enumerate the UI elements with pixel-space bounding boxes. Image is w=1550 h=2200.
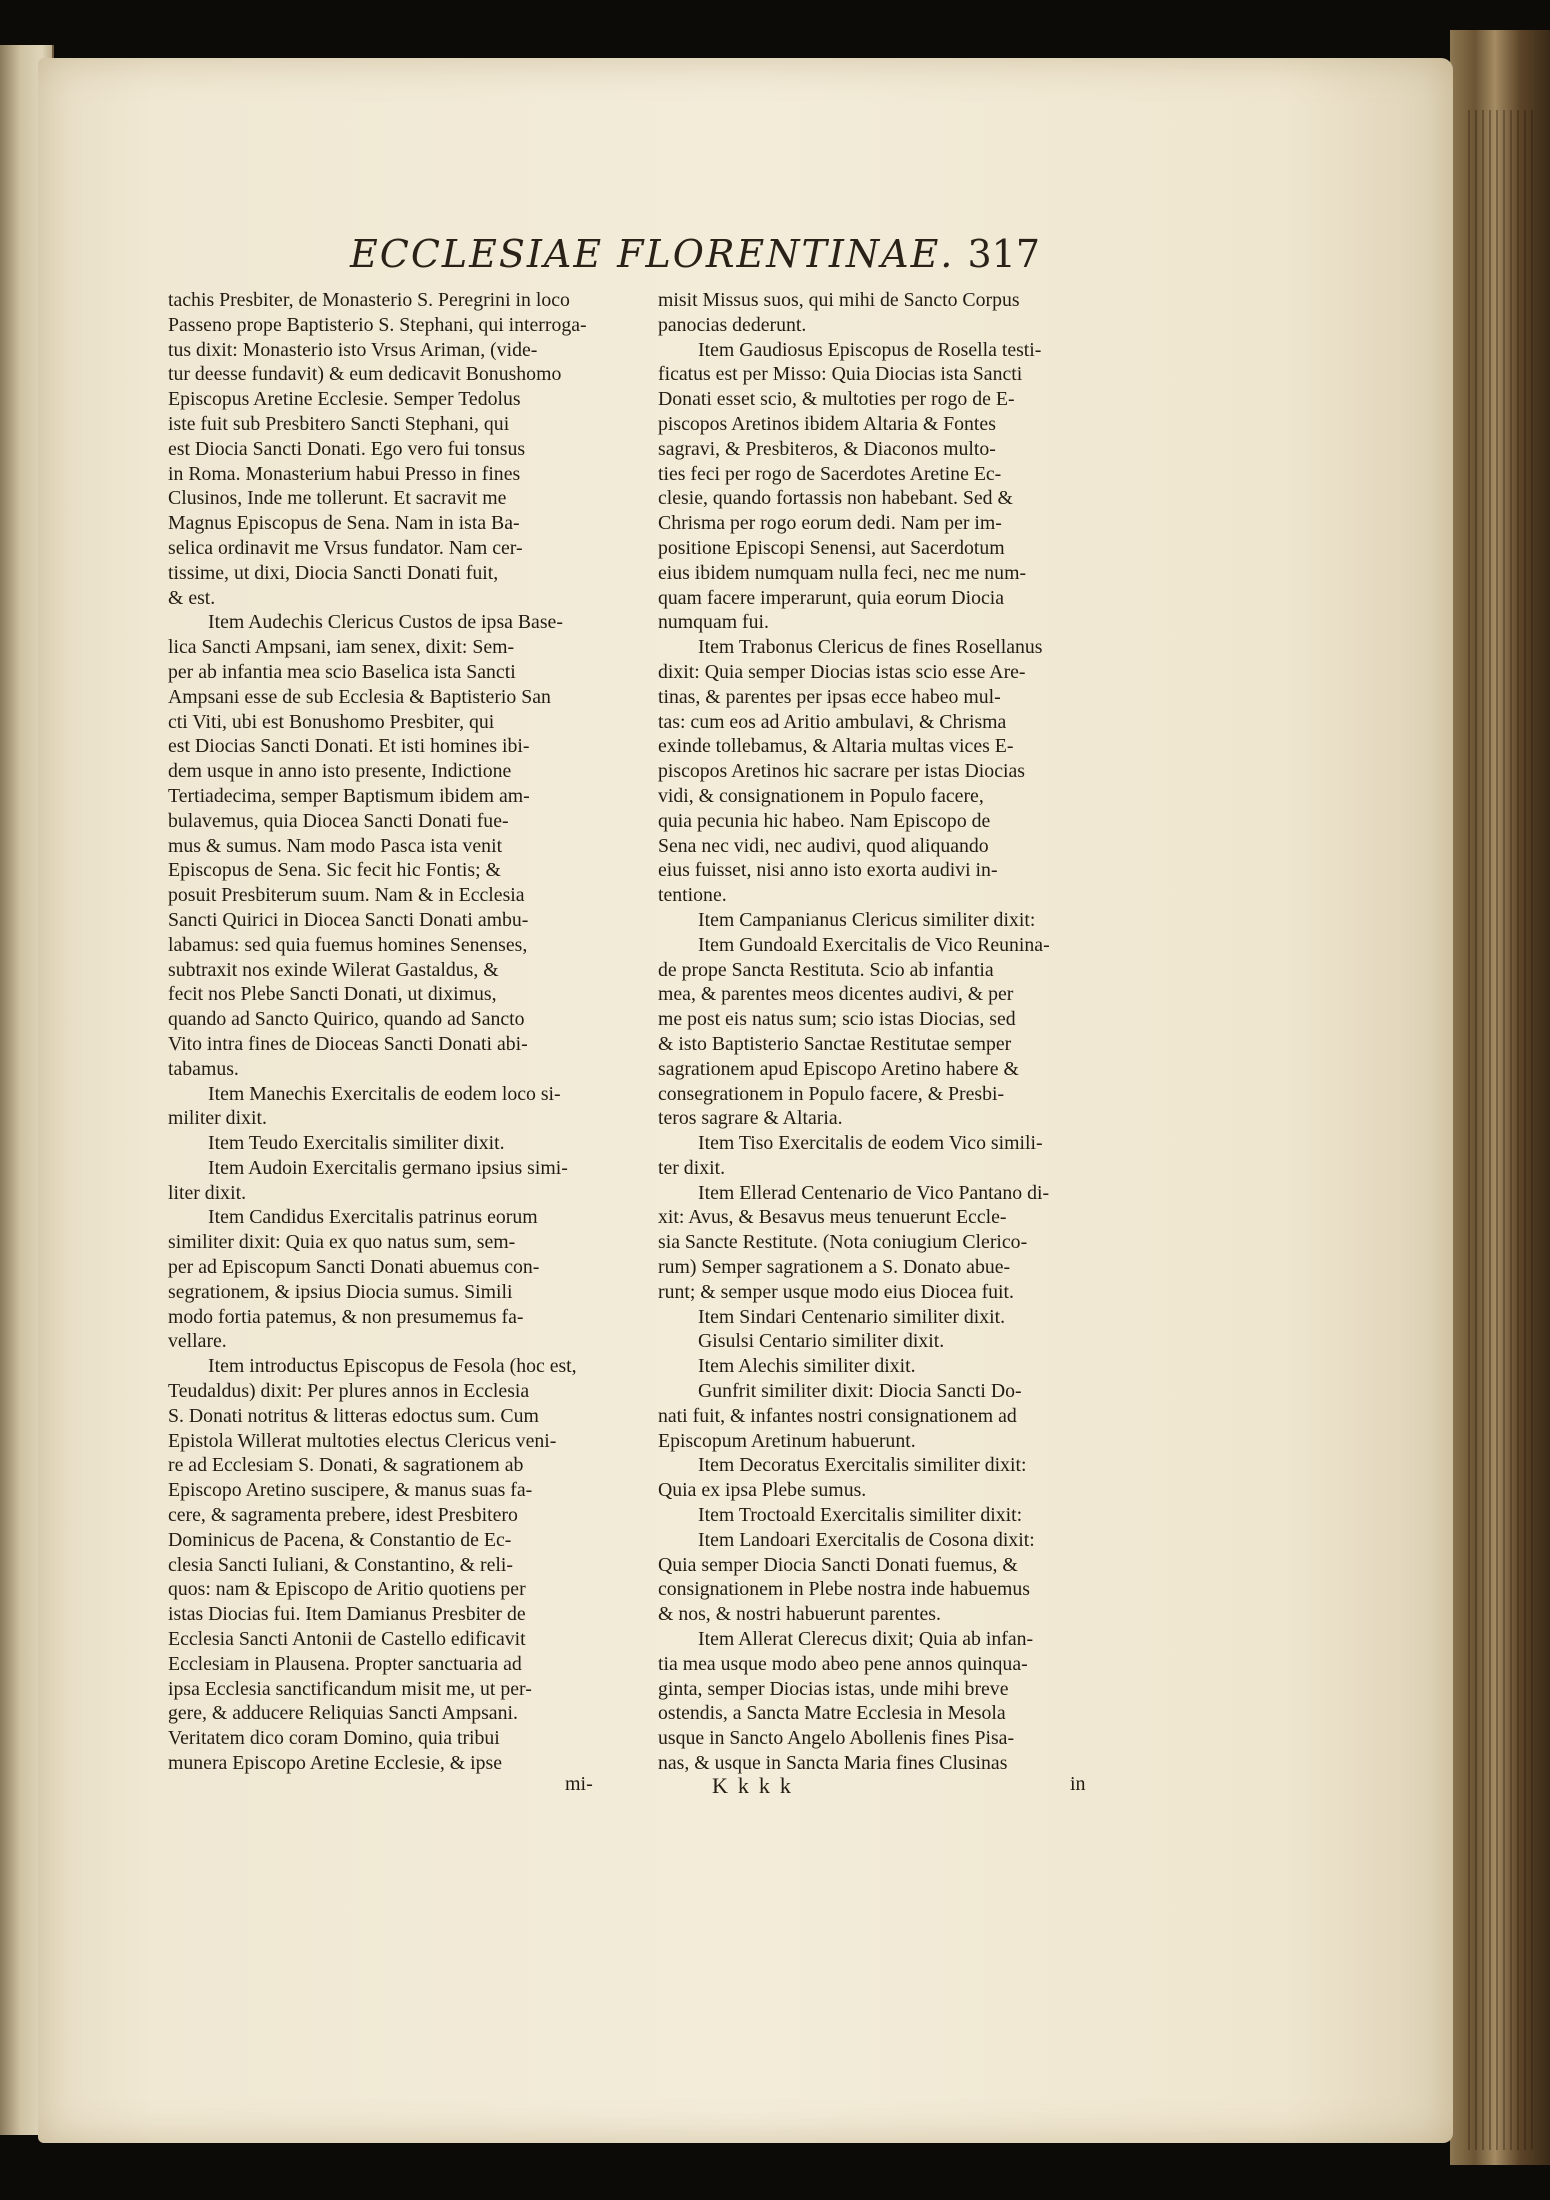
page-number: 317 (967, 232, 1040, 276)
text-line: S. Donati notritus & litteras edoctus sum. Cum (168, 1404, 539, 1427)
text-line: ostendis, a Sancta Matre Ecclesia in Mesola (658, 1702, 1006, 1725)
text-line: Epistola Willerat multoties electus Clericus veni- (168, 1429, 557, 1452)
text-line: Item Audechis Clericus Custos de ipsa Base- (208, 611, 563, 634)
text-line: Sancti Quirici in Diocea Sancti Donati ambu- (168, 908, 529, 931)
text-line: tachis Presbiter, de Monasterio S. Peregrini in loco (168, 289, 570, 311)
text-line: labamus: sed quia fuemus homines Senenses, (168, 933, 528, 956)
text-line: Item Allerat Clerecus dixit; Quia ab infan- (698, 1628, 1034, 1651)
text-line: lica Sancti Ampsani, iam senex, dixit: Sem- (168, 636, 515, 659)
text-line: Item Ellerad Centenario de Vico Pantano di- (698, 1181, 1050, 1204)
text-line: militer dixit. (168, 1107, 267, 1130)
text-line: tissime, ut dixi, Diocia Sancti Donati fuit, (168, 561, 499, 584)
text-line: Episcopus Aretine Ecclesie. Semper Tedolus (168, 388, 521, 411)
text-line: gere, & adducere Reliquias Sancti Ampsani. (168, 1702, 518, 1725)
text-line: & isto Baptisterio Sanctae Restitutae semper (658, 1032, 1012, 1055)
text-line: ficatus est per Misso: Quia Diocias ista Sancti (658, 363, 1023, 386)
text-line: sagrationem apud Episcopo Aretino habere & (658, 1057, 1019, 1080)
text-line: sia Sancte Restitute. (Nota coniugium Clerico- (658, 1231, 1028, 1254)
text-line: mea, & parentes meos dicentes audivi, & per (658, 983, 1014, 1006)
text-line: Ecclesia Sancti Antonii de Castello edificavit (168, 1628, 526, 1651)
text-line: Ecclesiam in Plausena. Propter sanctuaria ad (168, 1652, 522, 1675)
text-line: tentione. (658, 884, 727, 907)
text-line: Item Manechis Exercitalis de eodem loco si- (208, 1082, 561, 1105)
text-line: xit: Avus, & Besavus meus tenuerunt Eccle- (658, 1206, 1007, 1229)
text-line: Item Tiso Exercitalis de eodem Vico simili- (698, 1132, 1043, 1155)
text-line: tinas, & parentes per ipsas ecce habeo mul- (658, 685, 1001, 708)
text-line: Sena nec vidi, nec audivi, quod aliquando (658, 834, 989, 857)
text-line: Item Candidus Exercitalis patrinus eorum (208, 1206, 538, 1229)
text-line: Passeno prope Baptisterio S. Stephani, qui interroga- (168, 313, 587, 336)
text-line: Item Troctoald Exercitalis similiter dixit: (698, 1504, 1023, 1527)
text-line: Episcopo Aretino suscipere, & manus suas fa- (168, 1479, 533, 1502)
text-line: Item Campanianus Clericus similiter dixit: (698, 908, 1036, 931)
text-line: tur deesse fundavit) & eum dedicavit Bonushomo (168, 363, 562, 386)
text-line: liter dixit. (168, 1181, 247, 1204)
text-line: Gisulsi Centario similiter dixit. (698, 1330, 945, 1353)
header-title: ECCLESIAE FLORENTINAE. (350, 232, 955, 276)
running-header (350, 232, 1040, 282)
text-line: istas Diocias fui. Item Damianus Presbiter de (168, 1603, 526, 1626)
text-line: cti Viti, ubi est Bonushomo Presbiter, qui (168, 710, 495, 733)
text-line: runt; & semper usque modo eius Diocea fuit. (658, 1280, 1014, 1303)
text-line: Item Teudo Exercitalis similiter dixit. (208, 1132, 505, 1155)
text-line: Item Audoin Exercitalis germano ipsius simi- (208, 1156, 568, 1179)
text-line: tia mea usque modo abeo pene annos quinqua- (658, 1652, 1028, 1675)
text-line: quia pecunia hic habeo. Nam Episcopo de (658, 809, 991, 832)
text-line: selica ordinavit me Vrsus fundator. Nam cer- (168, 536, 523, 559)
text-line: me post eis natus sum; scio istas Diocias, sed (658, 1008, 1016, 1031)
text-line: piscopos Aretinos ibidem Altaria & Fontes (658, 412, 996, 435)
text-line: misit Missus suos, qui mihi de Sancto Corpus (658, 289, 1020, 311)
text-line: Item Decoratus Exercitalis similiter dixit: (698, 1454, 1027, 1477)
text-line: Item Gundoald Exercitalis de Vico Reunina- (698, 933, 1050, 956)
text-line: & nos, & nostri habuerunt parentes. (658, 1603, 941, 1626)
text-line: usque in Sancto Angelo Abollenis fines Pisa- (658, 1727, 1015, 1750)
text-line: panocias dederunt. (658, 313, 807, 336)
text-line: est Diocia Sancti Donati. Ego vero fui tonsus (168, 437, 526, 460)
text-line: modo fortia patemus, & non presumemus fa- (168, 1305, 524, 1328)
left-text-column (168, 288, 638, 1776)
text-line: tabamus. (168, 1057, 239, 1080)
text-line: Quia ex ipsa Plebe sumus. (658, 1479, 867, 1502)
text-line: ter dixit. (658, 1156, 726, 1179)
text-line: numquam fui. (658, 611, 769, 634)
text-line: Item Sindari Centenario similiter dixit. (698, 1305, 1006, 1328)
text-line: nas, & usque in Sancta Maria fines Clusinas (658, 1752, 1008, 1775)
text-line: per ab infantia mea scio Baselica ista Sancti (168, 660, 516, 683)
text-line: bulavemus, quia Diocea Sancti Donati fue- (168, 809, 509, 832)
text-line: mus & sumus. Nam modo Pasca ista venit (168, 834, 503, 857)
text-line: quam facere imperarunt, quia eorum Diocia (658, 586, 1005, 609)
text-line: clesie, quando fortassis non habebant. Sed & (658, 487, 1013, 510)
text-line: Teudaldus) dixit: Per plures annos in Ecclesia (168, 1380, 530, 1403)
text-line: Ampsani esse de sub Ecclesia & Baptisterio San (168, 685, 551, 708)
text-line: Item Gaudiosus Episcopus de Rosella testi- (698, 338, 1042, 361)
text-line: tus dixit: Monasterio isto Vrsus Ariman, (vide- (168, 338, 538, 361)
text-line: consignationem in Plebe nostra inde habuemus (658, 1578, 1030, 1601)
text-line: fecit nos Plebe Sancti Donati, ut diximus, (168, 983, 497, 1006)
text-line: Item Alechis similiter dixit. (698, 1355, 916, 1378)
text-line: Item Landoari Exercitalis de Cosona dixit: (698, 1528, 1035, 1551)
text-line: Magnus Episcopus de Sena. Nam in ista Ba- (168, 512, 520, 535)
text-line: tas: cum eos ad Aritio ambulavi, & Chrisma (658, 710, 1007, 733)
text-line: ties feci per rogo de Sacerdotes Aretine Ec- (658, 462, 1002, 485)
text-line: rum) Semper sagrationem a S. Donato abue- (658, 1256, 1011, 1279)
text-line: segrationem, & ipsius Diocia sumus. Simili (168, 1280, 513, 1303)
text-line: quos: nam & Episcopo de Aritio quotiens per (168, 1578, 526, 1601)
text-line: subtraxit nos exinde Wilerat Gastaldus, & (168, 958, 499, 981)
text-line: Donati esset scio, & multoties per rogo de E- (658, 388, 1015, 411)
text-line: Item introductus Episcopus de Fesola (hoc est, (208, 1355, 577, 1378)
text-line: & est. (168, 586, 216, 609)
text-line: vellare. (168, 1330, 227, 1353)
text-line: munera Episcopo Aretine Ecclesie, & ipse (168, 1752, 502, 1775)
text-line: re ad Ecclesiam S. Donati, & sagrationem ab (168, 1454, 524, 1477)
catchword-left: mi- (565, 1773, 593, 1795)
text-line: est Diocias Sancti Donati. Et isti homines ibi- (168, 735, 530, 758)
text-line: eius fuisset, nisi anno isto exorta audivi in- (658, 859, 998, 882)
text-line: Episcopum Aretinum habuerunt. (658, 1429, 916, 1452)
text-line: nati fuit, & infantes nostri consignationem ad (658, 1404, 1017, 1427)
text-line: dixit: Quia semper Diocias istas scio esse Are- (658, 660, 1026, 683)
text-line: Vito intra fines de Dioceas Sancti Donati abi- (168, 1032, 528, 1055)
text-line: in Roma. Monasterium habui Presso in fines (168, 462, 521, 485)
signature-mark: Kkkk (712, 1773, 801, 1798)
text-line: Quia semper Diocia Sancti Donati fuemus, & (658, 1553, 1018, 1576)
book-block-edge (1450, 30, 1550, 2165)
text-line: exinde tollebamus, & Altaria multas vices E- (658, 735, 1014, 758)
text-line: similiter dixit: Quia ex quo natus sum, sem- (168, 1231, 516, 1254)
text-line: Item Trabonus Clericus de fines Rosellanus (698, 636, 1043, 659)
text-line: Dominicus de Pacena, & Constantio de Ec- (168, 1528, 512, 1551)
right-text-column (658, 288, 1128, 1776)
text-line: dem usque in anno isto presente, Indictione (168, 760, 512, 783)
text-line: cere, & sagramenta prebere, idest Presbitero (168, 1504, 518, 1527)
text-line: Veritatem dico coram Domino, quia tribui (168, 1727, 500, 1750)
text-line: ipsa Ecclesia sanctificandum misit me, ut per- (168, 1677, 532, 1700)
catchword-right: in (1070, 1773, 1086, 1795)
text-line: eius ibidem numquam nulla feci, nec me num- (658, 561, 1027, 584)
text-line: sagravi, & Presbiteros, & Diaconos multo- (658, 437, 996, 460)
text-line: de prope Sancta Restituta. Scio ab infantia (658, 958, 994, 981)
text-line: ginta, semper Diocias istas, unde mihi breve (658, 1677, 1009, 1700)
text-line: positione Episcopi Senensi, aut Sacerdotum (658, 536, 1005, 559)
text-line: Tertiadecima, semper Baptismum ibidem am- (168, 784, 530, 807)
text-line: teros sagrare & Altaria. (658, 1107, 843, 1130)
text-line: Episcopus de Sena. Sic fecit hic Fontis; & (168, 859, 501, 882)
text-line: clesia Sancti Iuliani, & Constantino, & reli- (168, 1553, 514, 1576)
text-line: per ad Episcopum Sancti Donati abuemus con- (168, 1256, 540, 1279)
text-line: vidi, & consignationem in Populo facere, (658, 784, 984, 807)
text-line: Gunfrit similiter dixit: Diocia Sancti Do- (698, 1380, 1022, 1403)
text-line: Chrisma per rogo eorum dedi. Nam per im- (658, 512, 1002, 535)
text-line: iste fuit sub Presbitero Sancti Stephani, qui (168, 412, 510, 435)
text-line: posuit Presbiterum suum. Nam & in Ecclesia (168, 884, 525, 907)
text-line: quando ad Sancto Quirico, quando ad Sancto (168, 1008, 525, 1031)
page-edges-texture (1468, 110, 1538, 2150)
text-line: Clusinos, Inde me tollerunt. Et sacravit me (168, 487, 507, 510)
text-line: piscopos Aretinos hic sacrare per istas Diocias (658, 760, 1025, 783)
text-line: consegrationem in Populo facere, & Presbi- (658, 1082, 1005, 1105)
